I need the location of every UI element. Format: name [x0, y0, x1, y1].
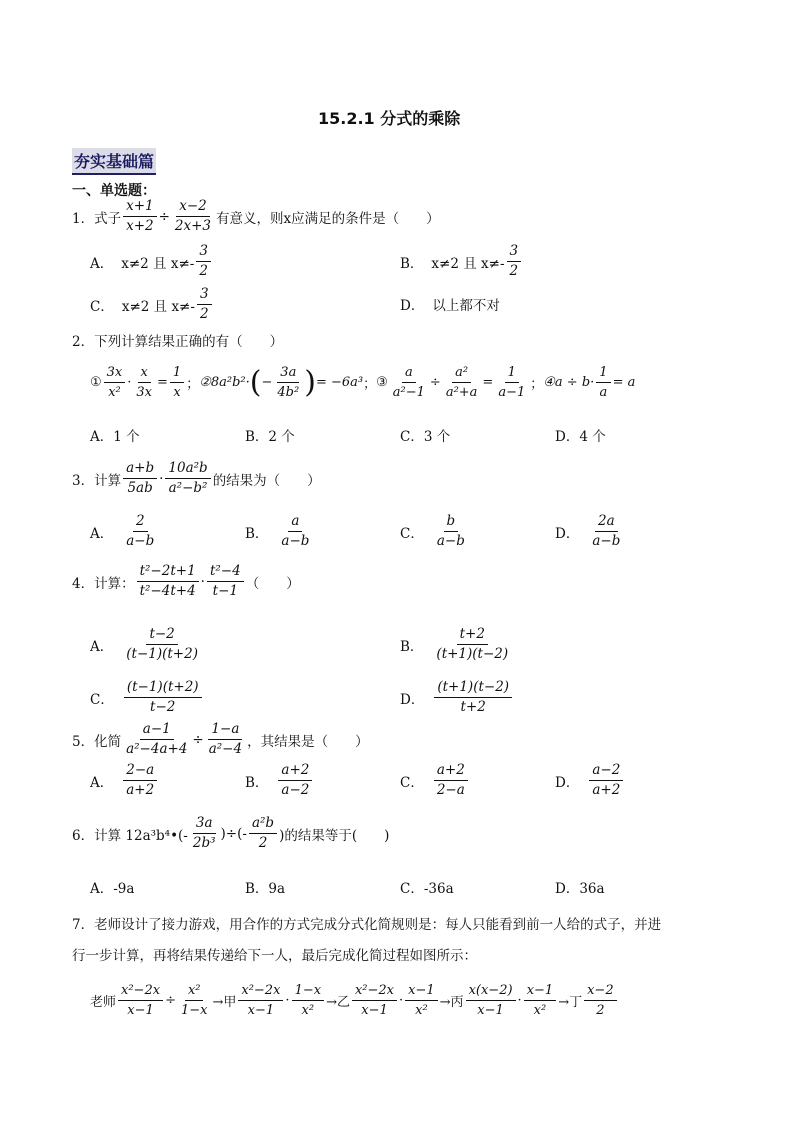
arrow-icon: →乙	[326, 995, 350, 1010]
fraction: $\frac{x+1}{x+2}$	[123, 198, 157, 235]
option-b[interactable]: B． $\frac{t+2}{(t+1)(t-2)}$	[400, 626, 509, 662]
fraction: $\frac{3}{2}$	[197, 286, 212, 323]
section-tag: 夯实基础篇	[72, 148, 156, 175]
question-2-statements: ① $\frac{3x}{\text{x²}}$ · $\frac{x}{3x}$ = $\frac{1}{x}$ ； ②8a²b²· ( − $\frac{3a}{\text{4b²}}$ ) = −6a³ ； ③ $\frac{a}{\text{a²−1}}$ ÷ $\frac{\text{a²}}{\text{a²+a}}$ = $\frac{1}{a-1}$ ； ④a ÷ b· $\frac{1}{a}$ = a	[90, 364, 636, 400]
fraction: $\frac{x-2}{2x+3}$	[174, 198, 212, 234]
page-title: 15.2.1 分式的乘除	[318, 109, 461, 128]
option-b[interactable]: B． $\frac{a+2}{a-2}$	[245, 762, 314, 799]
option-b[interactable]: B．9a	[245, 881, 286, 897]
question-number: 6．	[72, 827, 95, 844]
question-1: 1． 式子 $\frac{x+1}{x+2}$ ÷ $\frac{x-2}{2x+3}$ 有意义，则x应满足的条件是（ ）	[72, 198, 440, 234]
arrow-icon: →丙	[439, 995, 464, 1010]
question-number: 1．	[72, 210, 95, 227]
option-a[interactable]: A． x≠2 且 x≠- $\frac{3}{2}$	[90, 243, 213, 280]
option-a[interactable]: A． $\frac{t-2}{(t-1)(t+2)}$	[90, 626, 198, 662]
option-c[interactable]: C．-36a	[400, 881, 454, 897]
option-c[interactable]: C． $\frac{b}{a-b}$	[400, 513, 465, 549]
question-2: 2． 下列计算结果正确的有（ ）	[72, 330, 283, 350]
option-a[interactable]: A．1 个	[90, 429, 140, 445]
question-7-line2: 行一步计算，再将结果传递给下一人，最后完成化简过程如图所示：	[72, 948, 477, 964]
question-3: 3． 计算 $\frac{a+b}{5ab}$ · $\frac{\text{10a²b}}{\text{a²−b²}}$ 的结果为（ ）	[72, 460, 321, 496]
option-c[interactable]: C．3 个	[400, 429, 451, 445]
question-number: 2．	[72, 334, 95, 350]
option-d[interactable]: D． 以上都不对	[400, 298, 500, 314]
option-b[interactable]: B． $\frac{a}{a-b}$	[245, 513, 310, 549]
option-c[interactable]: C． $\frac{a+2}{2-a}$	[400, 762, 470, 799]
question-number: 5．	[72, 733, 95, 750]
option-a[interactable]: A． $\frac{2}{a-b}$	[90, 513, 155, 549]
fraction: $\frac{3}{2}$	[196, 243, 211, 280]
question-number: 3．	[72, 472, 95, 489]
option-a[interactable]: A．-9a	[90, 881, 135, 897]
question-number: 7．	[72, 917, 95, 933]
option-a[interactable]: A． $\frac{2-a}{a+2}$	[90, 762, 159, 799]
question-5: 5． 化简 $\frac{a-1}{\text{a²−4a+4}}$ ÷ $\frac{1-a}{\text{a²−4}}$ ，其结果是（ ）	[72, 721, 369, 757]
option-b[interactable]: B．2 个	[245, 429, 295, 445]
fraction: $\frac{3}{2}$	[507, 243, 522, 280]
option-d[interactable]: D．4 个	[555, 429, 606, 445]
option-d[interactable]: D． $\frac{(t+1)(t-2)}{t+2}$	[400, 679, 514, 716]
relay-chain: 老师 $\frac{\text{x²−2x}}{x-1}$ ÷ $\frac{\text{x²}}{1-x}$ →甲 $\frac{\text{x²−2x}}{x-1}$ · $\frac{1-x}{\text{x²}}$ →乙 $\frac{\text{x²−2x}}{x-1}$ · $\frac{x-1}{\text{x²}}$ →丙 $\frac{x(x-2)}{x-1}$ · $\frac{x-1}{\text{x²}}$ →丁 $\frac{x-2}{2}$	[90, 982, 619, 1019]
option-c[interactable]: C． $\frac{(t-1)(t+2)}{t-2}$	[90, 679, 204, 716]
option-d[interactable]: D．36a	[555, 881, 605, 897]
option-d[interactable]: D． $\frac{a-2}{a+2}$	[555, 762, 625, 799]
question-4: 4． 计算： $\frac{\text{t²−2t+1}}{\text{t²−4t+4}}$ · $\frac{\text{t²−4}}{t-1}$ （ ）	[72, 563, 300, 599]
option-c[interactable]: C． x≠2 且 x≠- $\frac{3}{2}$	[90, 286, 214, 323]
arrow-icon: →甲	[212, 995, 237, 1010]
question-number: 4．	[72, 575, 95, 592]
question-7: 7． 老师设计了接力游戏，用合作的方式完成分式化简规则是：每人只能看到前一人给的式子，并进	[72, 913, 661, 933]
arrow-icon: →丁	[558, 995, 583, 1010]
option-b[interactable]: B． x≠2 且 x≠- $\frac{3}{2}$	[400, 243, 523, 280]
section-heading: 一、单选题：	[72, 183, 156, 199]
option-d[interactable]: D． $\frac{2a}{a-b}$	[555, 513, 621, 549]
question-6: 6． 计算 12a³b⁴•(- $\frac{3a}{\text{2b³}}$ )÷(- $\frac{\text{a²b}}{2}$ )的结果等于( )	[72, 815, 390, 851]
